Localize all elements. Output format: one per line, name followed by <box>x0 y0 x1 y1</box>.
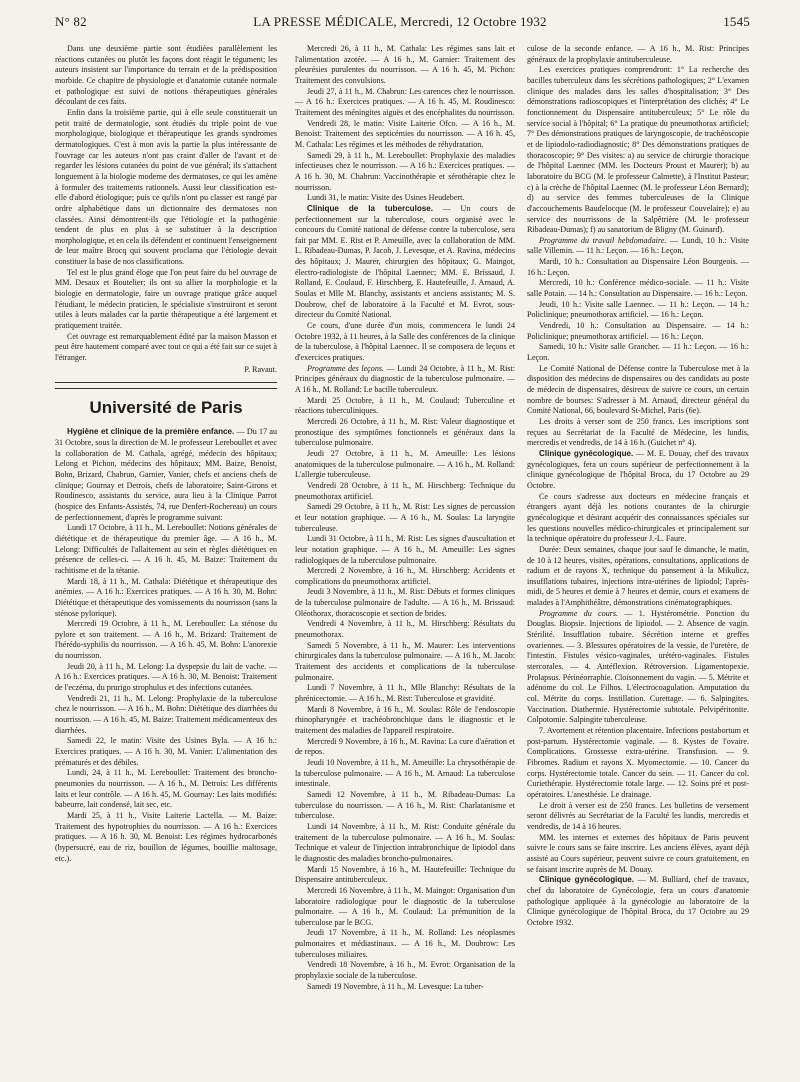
schedule-entry: Mercredi 26 Octobre, à 11 h., M. Rist: Valeur diagnostique et pronostique des symptômes fonctionnels et généraux dans la tuberculose pulmonaire. <box>295 416 515 448</box>
schedule-entry: Lundi 7 Novembre, à 11 h., Mlle Blanchy: Résultats de la phrénicectomie. — A 16 h., M. Rist: Tuberculose et gravidité. <box>295 683 515 704</box>
review-paragraph: Cet ouvrage est remarquablement édité par la maison Masson et peut être hautement comparé avec tout ce qui a été fait sur ce sujet à l'étranger. <box>55 331 277 363</box>
review-paragraph: Enfin dans la troisième partie, qui à elle seule constituerait un petit traité de dermatologie, sont étudiés du triple point de vue morphologique, biologique et thérapeutique les grands syndromes dermatologiques. C'est à mon avis la partie la plus intéressante de l'ouvrage car les auteurs n'ont pas craint d'aller de l'avant et de regarder les lésions cutanées du point de vue général; ils s'attachent longuement à la biologie moderne des dermatoses, ce qui les amène à formuler des traitements rationnels. Aussi leur classification est-elle d'abord étiologique; puis ce qu'ils n'ont pu classer est rangé par ordre alphabétique dans un dictionnaire des dermatoses non classées. Ainsi démontrent-ils que l'étiologie et la pathogénie tendent de plus en plus à se substituer à la description morphologique, et en cela ils défendent et continuent l'enseignement de leur maître Brocq qui souvent proclama que l'étiologie devait constituer la base de nos classifications. <box>55 107 277 267</box>
schedule-entry: Mardi, 10 h.: Consultation au Dispensaire Léon Bourgeois. — 16 h.: Leçon. <box>527 257 749 277</box>
announcement-paragraph: Ce cours, d'une durée d'un mois, commencera le lundi 24 Octobre 1932, à 11 heures, à la Salle des conférences de la clinique de la tuberculose, à l'hôpital Laennec. Il se composera de leçons et d'exercices pratiques. <box>295 321 515 363</box>
announcement-paragraph: Les exercices pratiques comprendront: 1° La recherche des bacilles tuberculeux dans les sécrétions pathologiques; 2° L'examen clinique des malades dans les salles d'hospitalisation; 3° Des démonstrations radioscopiques et l'interprétation des clichés; 4° Le fonctionnement du Dispensaire antituberculeux; 5° Le rôle du service social à l'hôpital; 6° La pratique du pneumothorax artificiel; 7° Des démonstrations pratiques de laryngoscopie, de trachéoscopie et de lipiodolo-radiodiagnostic; 8° Des démonstrations pratiques de thoracoscopie; 9° Des visites: a) au service de chirurgie thoracique de l'hôpital Laennec (MM. les Docteurs Proust et Maurer); b) au laboratoire du BCG (M. le professeur Calmette), à l'Institut Pasteur; c) à la crèche de l'hôpital Laennec (M. le professeur Léon Bernard); d) au service des femmes tuberculeuses de la Clinique d'accouchements Baudelocque (M. le professeur Couvelaire); e) au service des nourrissons de la Salpêtrière (M. le professeur Ribadeau-Dumas); f) au sanatorium de Bligny (M. Guinard). <box>527 65 749 235</box>
announcement-paragraph: Hygiène et clinique de la première enfance. — Du 17 au 31 Octobre, sous la direction de M. le professeur Lereboullet et avec la collaboration de M. Cathala, agrégé, médecin des hôpitaux; Lelong et Pichon, médecins des hôpitaux; MM. Baize, Benoist, Bohn, Brizard, Chabrun, Garnier, Vanier, chefs et anciens chefs de clinique; Gournay et Detrois, chefs de laboratoire; Saint-Girons et Roudinesco, assistants du service, aura lieu à la Clinique Parrot (hospice des Enfants-Assistés, 74, rue Denfert-Rochereau) un cours de perfectionnement, d'après le programme suivant: <box>55 427 277 522</box>
schedule-entry: Lundi 17 Octobre, à 11 h., M. Lereboullet: Notions générales de diététique et de thérapeutique du premier âge. — A 16 h., M. Lelong: Difficultés de l'allaitement au sein et règles diététiques en présence de celles-ci. — A 16 h. 45, M. Baize: Traitement du rachitisme et de la tétanie. <box>55 523 277 575</box>
announcement-paragraph: Ce cours s'adresse aux docteurs en médecine français et étrangers ayant déjà les notions courantes de la chirurgie gynécologique et désirant acquérir des connaissances spéciales sur les questions nouvelles médico-chirurgicales et principalement sur la technique opératoire du professeur J.-L. Faure. <box>527 491 749 544</box>
schedule-entry: Lundi 31, le matin: Visite des Usines Heudebert. <box>307 193 465 203</box>
schedule-entry: Mercredi 26, à 11 h., M. Cathala: Les régimes sans lait et l'alimentation azotée. — A 16 h., M. Garnier: Traitement des pleurésies purulentes du nourrisson. — A 16 h. 45, M. Pichon: Traitement des convulsions. <box>295 44 515 85</box>
page-header <box>55 12 750 32</box>
schedule-entry: Vendredi 28, le matin: Visite Laiterie Ofco. — A 16 h., M. Benoist: Traitement des septicémies du nourrisson. — A 16 h. 45, M. Cathala: Les régimes et les méthodes de réhydratation. <box>295 118 515 149</box>
program-paragraph: Programme des leçons. — Lundi 24 Octobre, à 11 h., M. Rist: Principes généraux du diagnostic de la tuberculose pulmonaire. — A 16 h., M. Rolland: Le bacille tuberculeux. <box>295 363 515 394</box>
schedule-entry: Vendredi 4 Novembre, à 11 h., M. Hirschberg: Résultats du pneumothorax. <box>295 619 515 640</box>
schedule-entry: Mardi 8 Novembre, à 16 h., M. Soulas: Rôle de l'endoscopie rhinopharyngée et trachéobronchique dans le diagnostic et le traitement des maladies de l'appareil respiratoire. <box>295 704 515 735</box>
schedule-entry: Jeudi, 10 h.: Visite salle Laennec. — 11 h.: Leçon. — 14 h.: Policlinique; pneumothorax artificiel. — 16 h.: Leçon. <box>527 299 749 320</box>
schedule-entry: Jeudi 3 Novembre, à 11 h., M. Rist: Débuts et formes cliniques de la tuberculose pulmonaire de l'adulte. — A 16 h., M. Brissaud: Oléothorax, thoracoscopie et section de brides. <box>295 587 515 618</box>
schedule-entry: Vendredi 28 Octobre, à 11 h., M. Hirschberg: Technique du pneumothorax artificiel. <box>295 480 515 501</box>
schedule-entry: Samedi 5 Novembre, à 11 h., M. Maurer: Les interventions chirurgicales dans la tuberculose pulmonaire. — A 16 h., M. Jacob: Traitement des accidents et complications de la tuberculose pulmonaire. <box>295 640 515 682</box>
schedule-entry: Vendredi 21, 11 h., M. Lelong: Prophylaxie de la tuberculose chez le nourrisson. — A 16 h., M. Bohn: Diététique des diarrhées du nourrisson. — A 16 h. 45, M. Baize: Traitement médicamenteux des diarrhées. <box>55 693 277 735</box>
journal-title: LA PRESSE MÉDICALE, Mercredi, 12 Octobre 1932 <box>253 14 547 29</box>
course-heading: Clinique gynécologique. <box>539 448 634 458</box>
program-paragraph: Programme du travail hebdomadaire. — Lundi, 10 h.: Visite salle Villemin. — 11 h.: Leçon. — 16 h.: Leçon. <box>527 235 749 256</box>
section-title: Université de Paris <box>89 398 243 418</box>
schedule-entry: Mercredi 16 Novembre, à 11 h., M. Maingot: Organisation d'un laboratoire radiologique pour le diagnostic de la tuberculose pulmonaire. — A 16 h., M. Coulaud: La prémunition de la tuberculose par le BCG. <box>295 885 515 927</box>
schedule-entry: culose de la seconde enfance. — A 16 h., M. Rist: Principes généraux de la prophylaxie antituberculeuse. <box>527 44 749 64</box>
schedule-entry: Mardi 25 Octobre, à 11 h., M. Coulaud: Tuberculine et réactions tuberculiniques. <box>295 395 515 416</box>
page-number: 1545 <box>723 14 750 29</box>
schedule-entry: Lundi, 24, à 11 h., M. Lereboullet: Traitement des broncho-pneumonies du nourrisson. — A 16 h., M. Detrois: Les différents laits et leur contrôle. — A 16 h. 45, M. Gournay: Les laits modifiés: babeurre, lait condensé, lait sec, etc. <box>55 768 277 810</box>
review-paragraph: Dans une deuxième partie sont étudiées parallèlement les réactions cutanées ou plutôt les façons dont réagit le tégument; les auteurs insistent sur l'importance du terrain et de la prédisposition morbide. Ce chapitre de physiologie et d'anatomie cutanée normale et pathologique est suivi de notions thérapeutiques générales découlant de ces faits. <box>55 44 277 107</box>
program-label: Programme du travail hebdomadaire. <box>539 235 667 245</box>
column-middle <box>295 44 515 992</box>
course-heading: Clinique gynécologique. <box>539 875 635 885</box>
schedule-entry: Mercredi, 10 h.: Conférence médico-sociale. — 11 h.: Visite salle Potain. — 14 h.: Consultation au Dispensaire. — 16 h.: Leçon. <box>527 278 749 299</box>
section-divider <box>55 388 277 389</box>
section-divider <box>55 382 277 383</box>
announcement-paragraph: 7. Avortement et rétention placentaire. Infections postabortum et post-partum. Hystérectomie vaginale. — 8. Kystes de l'ovaire. Complications. Grossesse extra-utérine. Transfusion. — 9. Fibromes. Radium et rayons X. Myomectomie. — 10. Cancer du corps. Hystérectomie totale. Cancer du sein. — 11. Cancer du col. Curiethérapie. Hystérectomie totale large. — 12. Soins pré et post-opératoires. L'anesthésie. Le drainage. <box>527 726 749 799</box>
schedule-entry: Mercredi 9 Novembre, à 16 h., M. Ravina: La cure d'aération et de repos. <box>295 736 515 757</box>
announcement-paragraph: MM. les internes et externes des hôpitaux de Paris peuvent suivre le cours sans se faire inscrire. Les anciens élèves, ayant déjà assisté au Cours supérieur, peuvent suivre ce cours gratuitement, en se faisant inscrire auprès de M. Douay. <box>527 832 749 874</box>
announcement-paragraph: Clinique de la tuberculose. — Un cours de perfectionnement sur la tuberculose, cours organisé avec le concours du Comité national de défense contre la tuberculose, sera fait par MM. E. Rist et P. Ameuille, avec la collaboration de MM. L. Ribadeau-Dumas, P. Jacob, J. Levesque, et A. Ravina, médecins des hôpitaux; J. Maurer, chirurgien des hôpitaux; G. Maingot, électro-radiologiste de l'hôpital Laennec; MM. E. Brissaud, J. Rolland, E. Coulaud, F. Hirschberg, E. Hautefeuille, J. Arnaud, A. Soulas et Mlle M. Blanchy, assistants et anciens assistants; M. S. Doubrow, chef de laboratoire à la Faculté et M. Evrot, sous-directeur du Comité National. <box>295 203 515 320</box>
schedule-entry: Mercredi 19 Octobre, à 11 h., M. Lereboullet: La sténose du pylore et son traitement. — A 16 h., M. Brizard: Traitement de l'hérédo-syphilis du nourrisson. — A 16 h. 45, M. Bohn: L'anorexie du nourrisson. <box>55 619 277 661</box>
schedule-entry: Mardi 15 Novembre, à 16 h., M. Hautefeuille: Technique du Dispensaire antituberculeux. <box>295 864 515 885</box>
schedule-entry: Jeudi 17 Novembre, à 11 h., M. Rolland: Les néoplasmes pulmonaires et médiastinaux. — A 16 h., M. Doubrow: Les tuberculoses miliaires. <box>295 928 515 959</box>
schedule-entry: Mercredi 2 Novembre, à 16 h., M. Hirschberg: Accidents et complications du pneumothorax artificiel. <box>295 566 515 586</box>
announcement-paragraph: Clinique gynécologique. — M. E. Douay, chef des travaux gynécologiques, fera un cours supérieur de perfectionnement à la clinique gynécologique de l'hôpital Broca, du 17 Octobre au 29 Octobre. <box>527 448 749 490</box>
course-heading: Clinique de la tuberculose. <box>307 203 434 213</box>
announcement-paragraph: Le droit à verser est de 250 francs. Les bulletins de versement seront délivrés au Secrétariat de la Faculté les lundis, mercredis et vendredis, de 14 à 16 heures. <box>527 800 749 831</box>
column-left <box>55 44 277 864</box>
schedule-entry: Lundi 14 Novembre, à 11 h., M. Rist: Conduite générale du traitement de la tuberculose pulmonaire. — A 16 h., M. Soulas: Technique et valeur de l'injection intrabronchique de lipiodol dans le diagnostic des maladies broncho-pulmonaires. <box>295 821 515 863</box>
schedule-entry: Lundi 31 Octobre, à 11 h., M. Rist: Les signes d'auscultation et leur notation graphique. — A 16 h., M. Ameuille: Les signes radiologiques de la tuberculose pulmonaire. <box>295 534 515 565</box>
issue-number: N° 82 <box>55 14 87 29</box>
schedule-entry: Vendredi, 10 h.: Consultation au Dispensaire. — 14 h.: Policlinique; pneumothorax artificiel. — 16 h.: Leçon. <box>527 321 749 341</box>
column-right <box>527 44 749 928</box>
schedule-entry: Jeudi 27 Octobre, à 11 h., M. Ameuille: Les lésions anatomiques de la tuberculose pulmonaire. — A 16 h., M. Rolland: L'allergie tuberculeuse. <box>295 448 515 480</box>
review-paragraph: Tel est le plus grand éloge que l'on peut faire du bel ouvrage de MM. Desaux et Boutelier; ils ont su allier la morphologie et la biologie en dermatologie, faire un ouvrage pratique grâce auquel l'étudiant, le médecin praticien, le spécialiste s'instruiront et seront utiles à leurs malades car la partie thérapeutique a été largement et pratiquement traitée. <box>55 267 277 331</box>
schedule-entry: Jeudi 27, à 11 h., M. Chabrun: Les carences chez le nourrisson. — A 16 h.: Exercices pratiques. — A 16 h. 45, M. Roudinesco: Traitement des méningites aiguës et des encéphalites du nourrisson. <box>295 86 515 117</box>
schedule-entry: Samedi, 10 h.: Visite salle Grancher. — 11 h.: Leçon. — 16 h.: Leçon. <box>527 342 749 363</box>
schedule-entry: Samedi 19 Novembre, à 11 h., M. Levesque: La tuber- <box>307 981 484 991</box>
schedule-entry: Samedi 29, à 11 h., M. Lereboullet: Prophylaxie des maladies infectieuses chez le nourrisson. — A 16 h.: Exercices pratiques. — A 16 h. 30, M. Chabrun: Vaccinothérapie et sérothérapie chez le nourrisson. <box>295 150 515 192</box>
schedule-entry: Mardi 25, à 11 h., Visite Laiterie Lactella. — M. Baize: Traitement des hypotrophies du nourrisson. — A 16 h.: Exercices pratiques. — A 16 h. 30, M. Benoist: Les régimes hydrocarbonés (hypersucré, eau de riz, bouillon de légumes, bouillie maltosage, etc.). <box>55 810 277 863</box>
announcement-paragraph: Le Comité National de Défense contre la Tuberculose met à la disposition des médecins de dispensaires ou des candidats au poste de médecin de dispensaires, désireux de suivre ce cours, un certain nombre de bourses: S'adresser à M. Arnaud, directeur général du Comité National, 66, boulevard St-Michel, Paris (6e). <box>527 363 749 416</box>
schedule-entry: Jeudi 10 Novembre, à 11 h., M. Ameuille: La chrysothérapie de la tuberculose pulmonaire. — A 16 h., M. Arnaud: La tuberculose intestinale. <box>295 757 515 789</box>
program-paragraph: Programme du cours. — 1. Hystérométrie. Ponction du Douglas. Biopsie. Injections de lipiodol. — 2. Absence de vagin. Stérilité. Insufflation tubaire. Sécrétion interne et greffes ovariennes. — 3. Blessures opératoires de la vessie, de l'uretère, de l'intestin. Fistules vésico-vaginales, urétéro-vaginales. Fistules stercorales. — 4. Antéflexion. Rétroversion. Ligamentopexie. Prolapsus. Périnéorraphie. Cloisonnement du vagin. — 5. Métrite et adénome du col. Le Filhos. L'électrocoagulation. Amputation du col. Métrite du corps. Instillation. Curettage. — 6. Salpingites. Vaccination. Diathermie. Hystérectomie subtotale. Pelvipéritonite. Colpotomie. Salpingite tuberculeuse. <box>527 608 749 725</box>
schedule-entry: Samedi 22, le matin: Visite des Usines Byla. — A 16 h.: Exercices pratiques. — A 16 h. 30, M. Vanier: L'alimentation des prématurés et des débiles. <box>55 736 277 767</box>
schedule-entry: Samedi 12 Novembre, à 11 h., M. Ribadeau-Dumas: La tuberculose du nourrisson. — A 16 h., M. Rist: Charlatanisme et tuberculose. <box>295 789 515 821</box>
schedule-entry: Samedi 29 Octobre, à 11 h., M. Rist: Les signes de percussion et leur notation graphique. — A 16 h., M. Soulas: La laryngite tuberculeuse. <box>295 502 515 533</box>
program-label: Programme du cours. <box>539 608 619 618</box>
course-heading: Hygiène et clinique de la première enfance. <box>67 427 235 437</box>
announcement-paragraph: Clinique gynécologique. — M. Bulliard, chef de travaux, chef du laboratoire de Gynécologie, fera un cours d'anatomie pathologique appliquée à la gynécologie au laboratoire de la Clinique gynécologique de l'hôpital Broca, du 17 Octobre au 29 Octobre 1932. <box>527 875 749 927</box>
announcement-paragraph: Les droits à verser sont de 250 francs. Les inscriptions sont reçues au Secrétariat de la Faculté de Médecine, les lundis, mercredis et vendredis, de 14 à 16 h. (Guichet n° 4). <box>527 416 749 448</box>
schedule-entry: Vendredi 18 Novembre, à 16 h., M. Evrot: Organisation de la prophylaxie sociale de la tuberculose. <box>295 960 515 981</box>
announcement-paragraph: Durée: Deux semaines, chaque jour sauf le dimanche, le matin, de 10 à 12 heures, visites, opérations, consultations, applications de radium et de rayons X, technique du pansement à la Mikulicz, insufflations tubaires, injections intra-utérines de lipiodol; l'après-midi, de 5 heures et demie à 7 heures et demie, cours et examens de malades à l'Amphithéâtre, démonstrations cinématographiques. <box>527 544 749 608</box>
schedule-entry: Mardi 18, à 11 h., M. Cathala: Diététique et thérapeutique des anémies. — A 16 h.: Exercices pratiques. — A 16 h. 30, M. Bohn: Diététique et thérapeutique des vomissements du nourrisson (sans la sténose pylorique). <box>55 576 277 618</box>
program-label: Programme des leçons. <box>307 363 385 373</box>
review-signature: P. Ravaut. <box>244 364 277 374</box>
schedule-entry: Jeudi 20, à 11 h., M. Lelong: La dyspepsie du lait de vache. — A 16 h.: Exercices pratiques. — A 16 h. 30, M. Benoist: Traitement de l'eczéma, du prurigo strophulus et des infections cutanées. <box>55 661 277 693</box>
